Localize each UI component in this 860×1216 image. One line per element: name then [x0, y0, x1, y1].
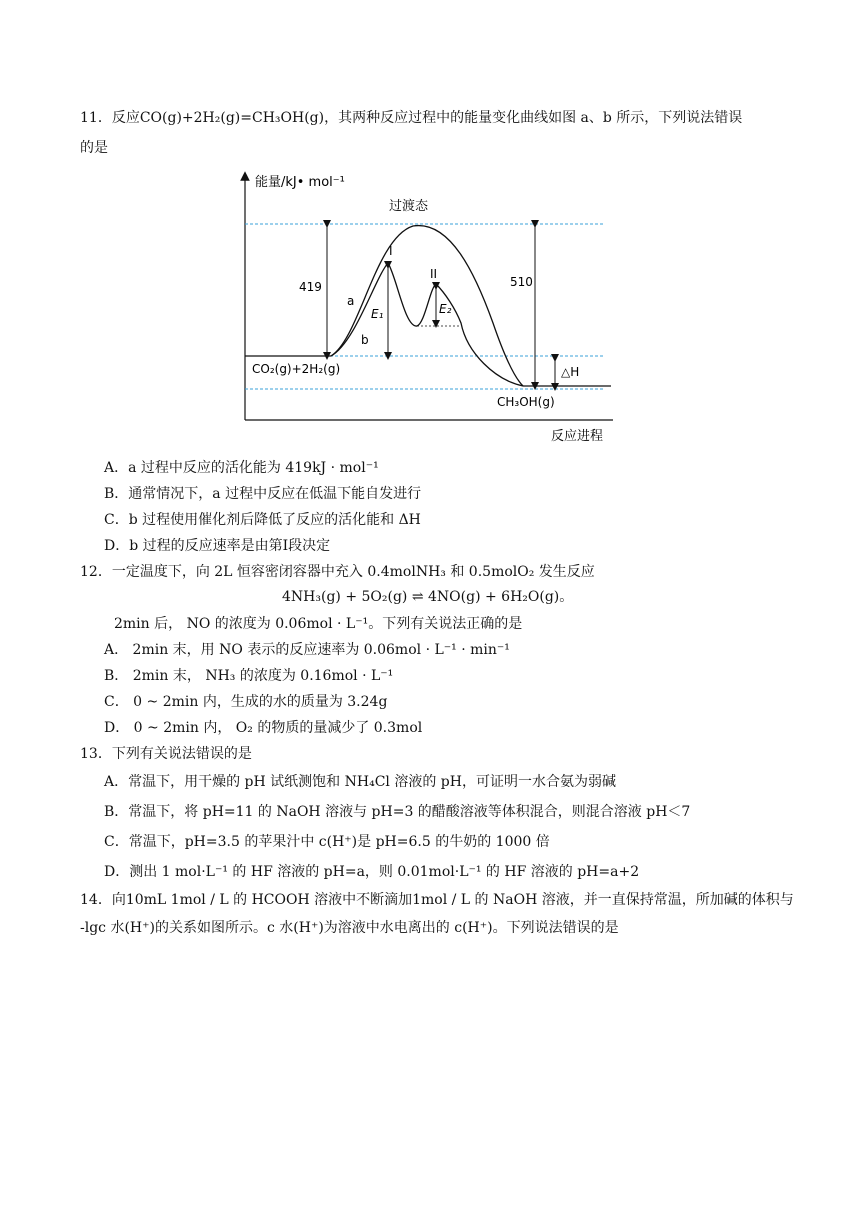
x-axis-label: 反应进程 — [551, 429, 604, 444]
value-510: 510 — [510, 275, 533, 289]
q12-option-b[interactable]: B． 2min 末， NH₃ 的浓度为 0.16mol · L⁻¹ — [104, 668, 394, 684]
q12-equation: 4NH₃(g) + 5O₂(g) ⇌ 4NO(g) + 6H₂O(g)。 — [282, 589, 574, 605]
q11-post: ，其两种反应过程中的能量变化曲线如图 a、b 所示，下列说法错误 — [324, 110, 743, 126]
y-axis-label: 能量/kJ• mol⁻¹ — [255, 175, 345, 190]
label-a: a — [347, 294, 355, 308]
q14-line1: 向10mL 1mol / L 的 HCOOH 溶液中不断滴加1mol / L 的 NaOH 溶液，并一直保持常温，所加碱的体积与 — [111, 892, 794, 908]
label-dH: △H — [561, 365, 580, 379]
q13-option-d[interactable]: D．测出 1 mol·L⁻¹ 的 HF 溶液的 pH=a，则 0.01mol·L⁻¹ 的 HF 溶液的 pH=a+2 — [104, 864, 640, 880]
q14-stem-line2: -lgc 水(H⁺)的关系如图所示。c 水(H⁺)为溶液中水电离出的 c(H⁺)。下列说法错误的是 — [80, 920, 619, 936]
q12-option-d[interactable]: D． 0 ~ 2min 内， O₂ 的物质的量减少了 0.3mol — [104, 720, 423, 736]
label-I: I — [389, 244, 393, 258]
q11-reaction: CO(g)+2H₂(g)=CH₃OH(g) — [139, 110, 325, 126]
q12-number: 12． — [80, 564, 112, 580]
q11-option-a[interactable]: A．a 过程中反应的活化能为 419kJ · mol⁻¹ — [104, 460, 379, 476]
q11-pre: 反应 — [111, 110, 140, 126]
q13-number: 13． — [80, 746, 112, 762]
q13-option-c[interactable]: C．常温下，pH=3.5 的苹果汁中 c(H⁺)是 pH=6.5 的牛奶的 1000 倍 — [104, 834, 550, 850]
q11-number: 11． — [80, 110, 112, 126]
label-E1: E₁ — [371, 307, 384, 321]
q12-stem — [80, 562, 595, 582]
q11-option-b[interactable]: B．通常情况下，a 过程中反应在低温下能自发进行 — [104, 486, 422, 502]
q12-text: 一定温度下，向 2L 恒容密闭容器中充入 0.4molNH₃ 和 0.5molO₂ 发生反应 — [111, 564, 595, 580]
q12-stem-line3: 2min 后， NO 的浓度为 0.06mol · L⁻¹。下列有关说法正确的是 — [114, 616, 523, 632]
energy-diagram — [225, 168, 625, 450]
label-b: b — [361, 333, 369, 347]
q12-option-c[interactable]: C． 0 ~ 2min 内，生成的水的质量为 3.24g — [104, 694, 388, 710]
q13-text: 下列有关说法错误的是 — [111, 746, 252, 762]
q11-option-d[interactable]: D．b 过程的反应速率是由第Ⅰ段决定 — [104, 538, 331, 554]
q12-option-a[interactable]: A． 2min 末，用 NO 表示的反应速率为 0.06mol · L⁻¹ · min⁻¹ — [104, 642, 510, 658]
label-E2: E₂ — [439, 302, 452, 316]
q14-number: 14． — [80, 892, 112, 908]
label-transition: 过渡态 — [389, 199, 429, 214]
value-419: 419 — [299, 280, 322, 294]
q14-stem — [80, 890, 794, 910]
q13-option-b[interactable]: B．常温下，将 pH=11 的 NaOH 溶液与 pH=3 的醋酸溶液等体积混合，则混合溶液 pH＜7 — [104, 804, 691, 820]
q11-stem — [80, 108, 742, 128]
label-II: II — [430, 267, 438, 281]
q11-stem-line2: 的是 — [80, 140, 108, 156]
label-product: CH₃OH(g) — [497, 395, 555, 409]
q13-option-a[interactable]: A．常温下，用干燥的 pH 试纸测饱和 NH₄Cl 溶液的 pH，可证明一水合氨为弱碱 — [104, 774, 616, 790]
label-reactants: CO₂(g)+2H₂(g) — [252, 362, 341, 376]
q11-option-c[interactable]: C．b 过程使用催化剂后降低了反应的活化能和 ΔH — [104, 512, 421, 528]
q13-stem — [80, 744, 252, 764]
